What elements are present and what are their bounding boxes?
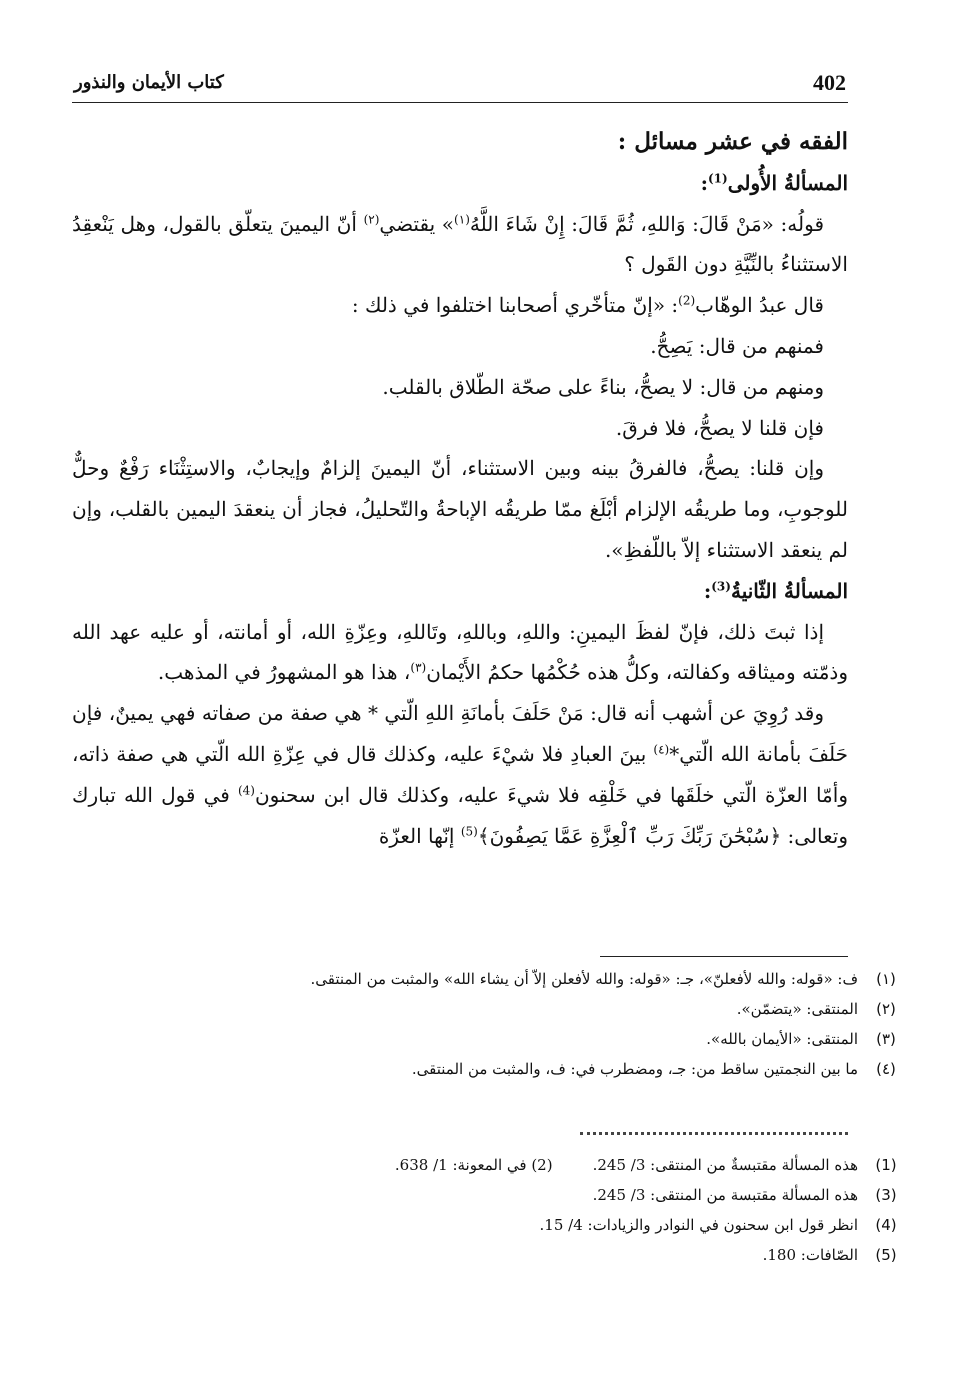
footnote-text: المنتقى: «يتضمّن». [736,1000,858,1018]
p8-text-d: إنّها العزّة [378,823,461,848]
footnote-text: ف: «قوله: والله لأفعلنّ»، جـ: «قوله: والله لأفعلن إلاّ أن يشاء الله» والمثبت من المنتقى. [310,970,858,988]
p7-text-b: ، هذا هو المشهورُ في المذهب. [157,660,411,685]
paragraph-1 [72,204,848,286]
footnote-text: انظر قول ابن سحنون في النوادر والزيادات: 4/ 15. [539,1216,858,1234]
footnote [158,1240,897,1270]
p8-text-a: وقد رُوِيَ عن أشهب أنه قال: مَنْ حَلَفَ بأمانَةِ اللهِ الّتي * هي صفة من صفاته فهي يمينٌ، فإن حَلَفَ بأمانة الله الّتي* [72,701,849,766]
question-1-colon: : [700,170,708,195]
p2-ref: (2) [678,293,696,308]
running-title: كتاب الأيمان والنذور [74,72,224,93]
footnote-number: (٢) [876,1000,896,1018]
p8-ref-3: (5) [460,823,478,838]
question-1-title [72,163,848,204]
section-heading: الفقه في عشر مسائل : [617,128,848,155]
footnote-number: (3) [875,1186,897,1204]
p8-text-c: في قول الله تبارك وتعالى: ﴿سُبْحَٰنَ رَبِّكَ رَبِّ ٱلْعِزَّةِ عَمَّا يَصِفُونَ﴾ [72,782,848,848]
footnote-text: ما بين النجمتين ساقط من: جـ، ومضطرب في: ف، والمثبت من المنتقى. [411,1060,858,1078]
footnote-number: (١) [876,970,896,988]
footnote-number: (٣) [876,1030,896,1048]
footnote [158,1180,897,1210]
paragraph-6: وإن قلنا: يصحُّ، فالفرقُ بينه وبين الاستثناء، أنّ اليمينَ إلزامٌ وإيجابٌ، والاستِثْنَاء رَفْعٌ وحلٌّ للوجوبِ، وما طريقُه الإلزام أبْلَغ ممّا طريقُه الإباحةُ والتّحليلُ، فجاز أن ينعقدَ اليمين بالقلب، وإن لم ينعقد الاستثناء إلاّ باللّفظِ». [72,456,848,562]
source-footnotes [158,1150,897,1270]
footnote-extra: (2) في المعونة: 1/ 638. [394,1156,553,1174]
p2-text-b: : «إنّ متأخّري أصحابنا اختلفوا في ذلك : [351,293,679,318]
footnote-separator [600,956,848,957]
p1-ref-1: (١) [454,211,470,226]
footnote-text: هذه المسألة مقتبسةٌ من المنتقى: 3/ 245. [592,1156,858,1174]
footnote-number: (4) [875,1216,897,1234]
paragraph-3: فمنهم من قال: يَصِحُّ. [650,333,824,358]
p2-text-a: قال عبدُ الوهّاب [695,293,824,318]
footnote-text: الصّافات: 180. [762,1246,858,1264]
p8-text-b: بينَ العبادِ فلا شيْءَ عليه، وكذلك قال في عِزّةِ الله الّتي هي صفة ذاته، وأمّا العزّة الّتي خلَقَها في خَلْقِه فلا شيءَ عليه، وكذلك قال ابن سحنون [72,741,848,807]
dotted-separator [580,1132,848,1135]
p8-ref-2: (4) [237,783,255,798]
paragraph-2 [72,285,848,326]
footnote-number: (٤) [876,1060,896,1078]
p8-ref-1: (٤) [653,742,670,757]
question-2-colon: : [703,578,712,603]
footnote-number: (5) [875,1246,897,1264]
p1-text-b: » يقتضي [379,211,455,236]
footnote [158,1054,896,1084]
paragraph-7 [72,612,848,694]
question-1-ref: (1) [707,171,728,186]
footnote [158,964,896,994]
footnote [158,1024,896,1054]
footnote-text: هذه المسألة مقتبسة من المنتقى: 3/ 245. [592,1186,858,1204]
question-2-label: المسألةُ الثّانيةُ [730,578,848,603]
paragraph-4: ومنهم من قال: لا يصحُّ، بناءً على صحّة الطّلاق بالقلب. [382,374,824,399]
footnote [158,1150,897,1180]
main-text [72,122,848,856]
question-1-label: المسألةُ الأُولى [727,170,848,195]
footnote [158,994,896,1024]
footnote-text-line [158,1150,858,1180]
variant-footnotes [158,964,896,1084]
footnote-text: المنتقى: «الأيمان بالله». [706,1030,858,1048]
p1-text-a: قولُه: «مَنْ قَالَ: وَاللهِ، ثُمَّ قَالَ: إِنْ شَاءَ اللَّهُ [469,211,824,236]
p7-ref: (٣) [410,660,427,675]
footnote [158,1210,897,1240]
question-2-ref: (3) [711,579,731,594]
page-header [72,68,848,103]
p1-ref-2: (٢) [363,211,380,226]
page-number: 402 [813,70,846,95]
paragraph-8 [72,693,848,856]
p7-text-a: إذا ثبتَ ذلك، فإنّ لفظَ اليمينِ: واللهِ، وباللهِ، وتَاللهِ، وعِزّةِ الله، أو أمانته، أو عليه عهد الله وذمّته وميثاقه وكفالته، وكلُّ هذه حُكْمُها حكمُ الأَيْمان [72,619,848,685]
p1-text-c: أنّ اليمينَ يتعلّق بالقول، وهل يَنْعقِدُ الاستثناءُ بالنِّيَّةِ دون القَول ؟ [72,211,848,277]
question-2-title [72,571,848,612]
footnote-number: (1) [875,1156,897,1174]
paragraph-5: فإن قلنا لا يصحُّ، فلا فرقَ. [615,415,824,440]
